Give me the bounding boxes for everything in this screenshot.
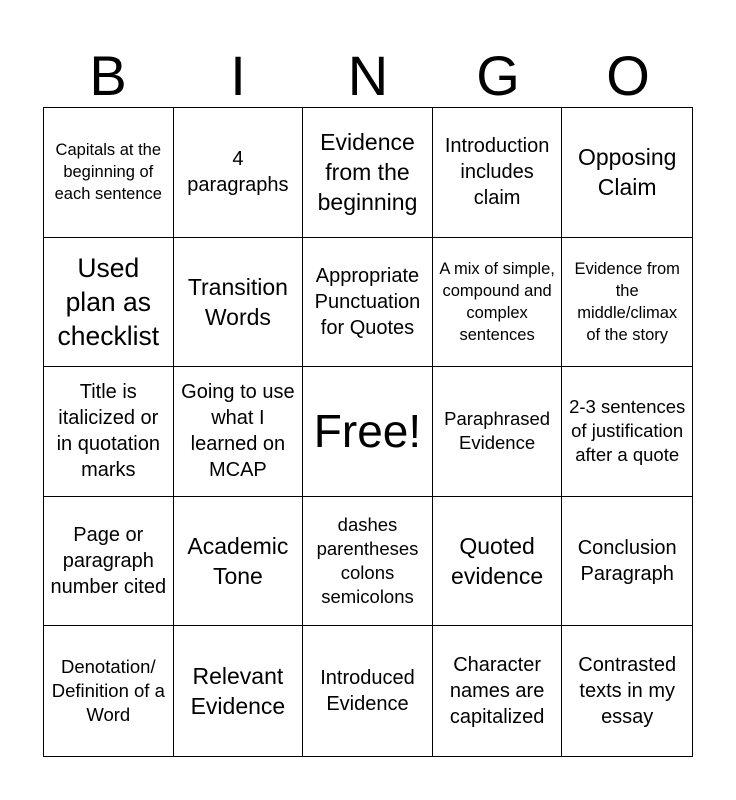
bingo-cell-text: Relevant Evidence	[190, 663, 286, 720]
bingo-cell-1-2[interactable]	[174, 108, 304, 238]
bingo-cell-text: Character names are capitalized	[449, 654, 545, 729]
header-letter-o: O	[606, 44, 650, 107]
bingo-board	[43, 107, 693, 757]
bingo-cell-2-1[interactable]	[44, 238, 174, 368]
bingo-cell-5-4[interactable]	[433, 626, 563, 756]
bingo-cell-text: Capitals at the beginning of each sentence	[54, 141, 162, 204]
bingo-cell-text: Page or paragraph number cited	[50, 524, 167, 599]
bingo-cell-1-4[interactable]	[433, 108, 563, 238]
bingo-cell-text: Introduced Evidence	[320, 667, 415, 716]
bingo-cell-2-4[interactable]	[433, 238, 563, 368]
free-space-text: Free!	[313, 405, 422, 458]
bingo-cell-5-1[interactable]	[44, 626, 174, 756]
header-letter-g: G	[476, 44, 520, 107]
header-letter-b: B	[89, 44, 127, 107]
bingo-cell-text: Going to use what I learned on MCAP	[181, 381, 295, 482]
bingo-cell-3-2[interactable]	[174, 367, 304, 497]
bingo-cell-4-5[interactable]	[562, 497, 692, 627]
bingo-cell-3-1[interactable]	[44, 367, 174, 497]
bingo-cell-3-5[interactable]	[562, 367, 692, 497]
bingo-cell-text: Evidence from the beginning	[317, 129, 418, 216]
bingo-cell-4-4[interactable]	[433, 497, 563, 627]
bingo-cell-text: Transition Words	[187, 273, 288, 330]
bingo-cell-5-3[interactable]	[303, 626, 433, 756]
bingo-cell-2-5[interactable]	[562, 238, 692, 368]
bingo-cell-5-2[interactable]	[174, 626, 304, 756]
bingo-cell-1-1[interactable]	[44, 108, 174, 238]
bingo-cell-text: Title is italicized or in quotation marks	[56, 381, 160, 482]
bingo-cell-text: Evidence from the middle/climax of the story	[574, 259, 680, 344]
bingo-cell-text: Paraphrased Evidence	[444, 408, 551, 454]
bingo-cell-text: Used plan as checklist	[57, 252, 160, 351]
bingo-cell-1-3[interactable]	[303, 108, 433, 238]
bingo-header	[43, 44, 693, 108]
header-letter-i: I	[230, 44, 246, 107]
bingo-cell-text: Denotation/ Definition of a Word	[51, 656, 165, 726]
bingo-cell-text: A mix of simple, compound and complex sentences	[439, 259, 555, 344]
bingo-cell-1-5[interactable]	[562, 108, 692, 238]
bingo-cell-text: dashes parentheses colons semicolons	[316, 514, 419, 608]
bingo-cell-text: 4 paragraphs	[187, 148, 289, 197]
bingo-cell-text: Opposing Claim	[577, 144, 677, 201]
bingo-cell-2-2[interactable]	[174, 238, 304, 368]
header-letter-n: N	[347, 44, 389, 107]
bingo-cell-text: 2-3 sentences of justification after a quote	[569, 396, 686, 466]
bingo-cell-4-1[interactable]	[44, 497, 174, 627]
bingo-cell-3-3-free[interactable]	[303, 367, 433, 497]
bingo-cell-text: Introduction includes claim	[444, 135, 550, 210]
bingo-cell-text: Academic Tone	[187, 533, 289, 590]
bingo-cell-4-2[interactable]	[174, 497, 304, 627]
bingo-cell-text: Conclusion Paragraph	[577, 537, 677, 586]
bingo-cell-text: Appropriate Punctuation for Quotes	[314, 264, 421, 339]
bingo-cell-text: Quoted evidence	[451, 533, 544, 590]
bingo-cell-text: Contrasted texts in my essay	[578, 654, 677, 729]
bingo-cell-3-4[interactable]	[433, 367, 563, 497]
bingo-cell-2-3[interactable]	[303, 238, 433, 368]
bingo-cell-5-5[interactable]	[562, 626, 692, 756]
bingo-cell-4-3[interactable]	[303, 497, 433, 627]
